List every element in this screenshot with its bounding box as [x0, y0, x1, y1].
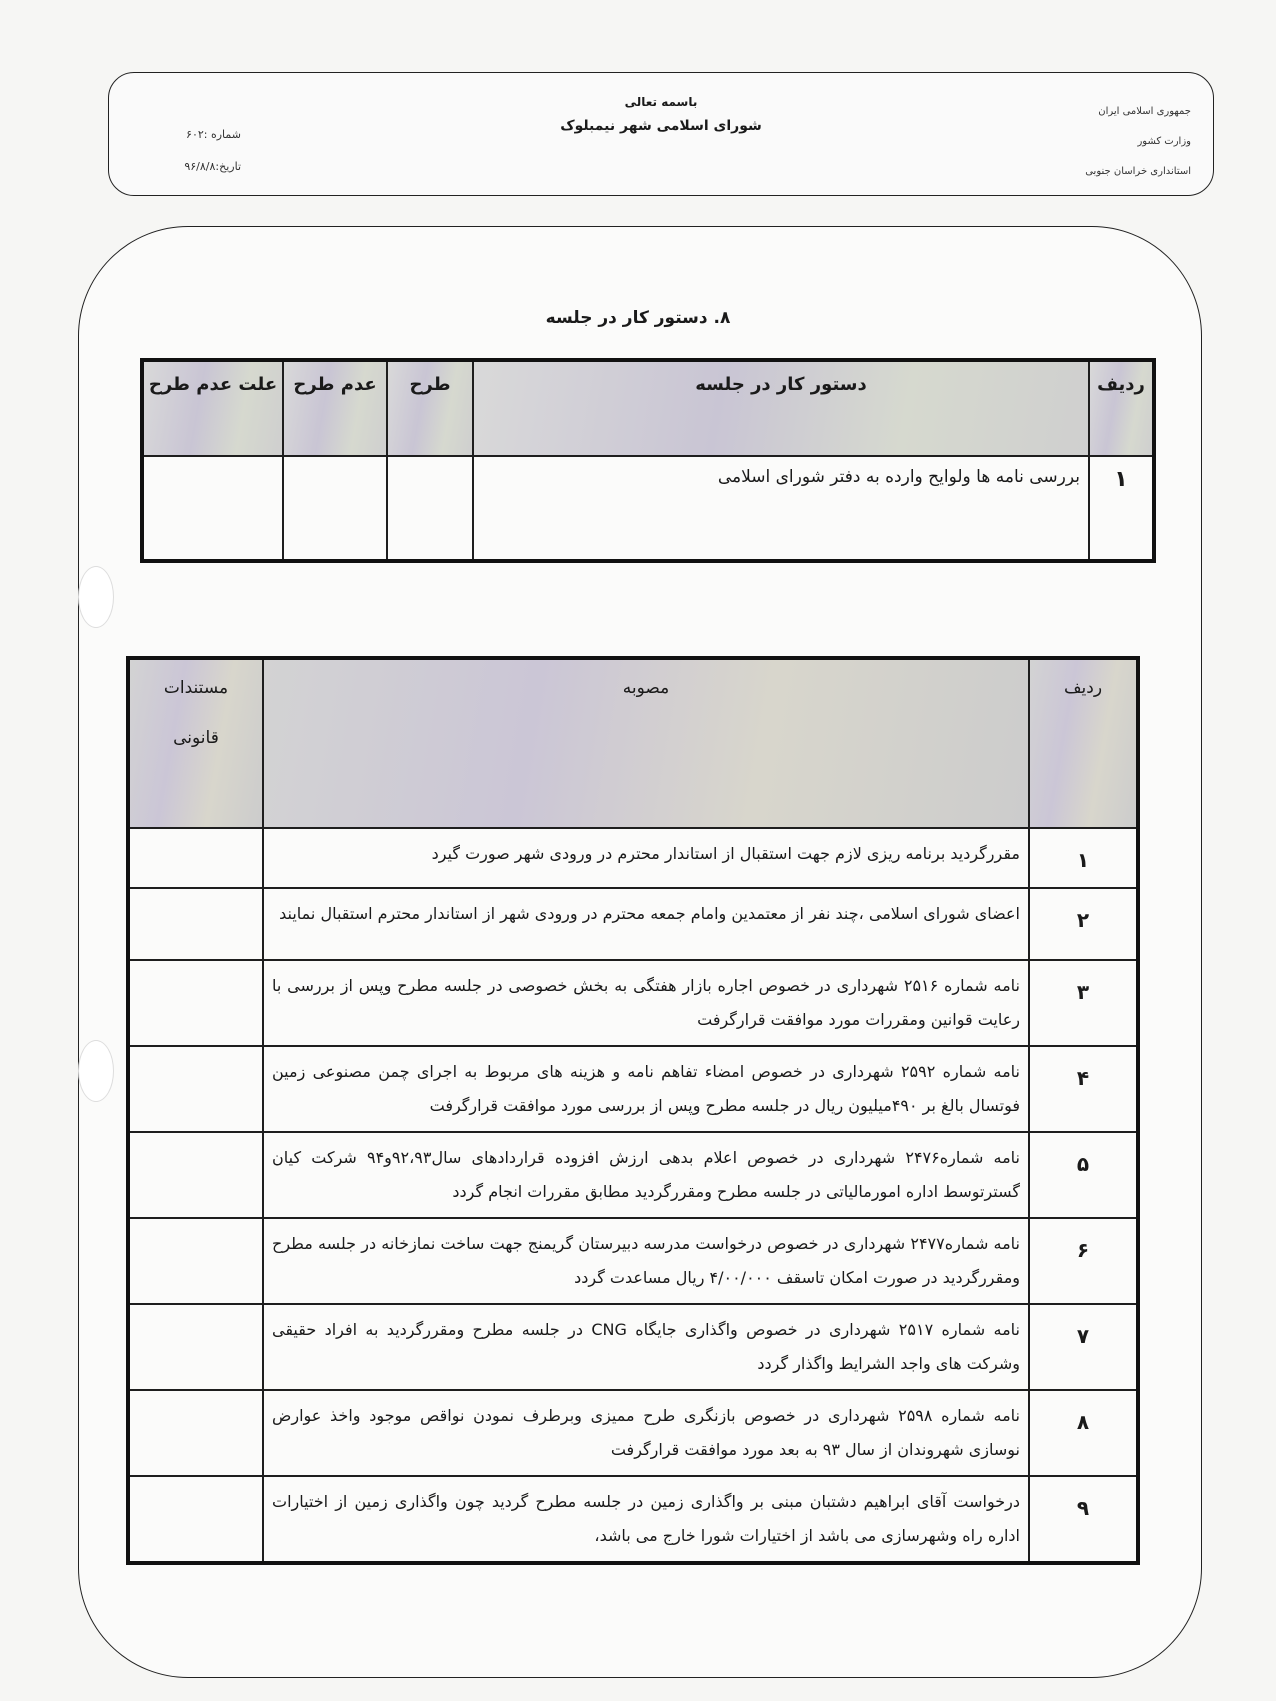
legal-basis-cell: [128, 1218, 263, 1304]
agenda-table: [140, 358, 1156, 563]
row-number: ۸: [1029, 1390, 1138, 1476]
table-row: [128, 1390, 1138, 1476]
table-row: [128, 888, 1138, 960]
letter-title-block: [109, 91, 1213, 139]
resolution-text: درخواست آقای ابراهیم دشتبان مبنی بر واگذاری زمین در جلسه مطرح گردید چون واگذاری زمین از اختیارات اداره راه وشهرسازی می باشد از اختیارات شورا خارج می باشد،: [263, 1476, 1029, 1563]
col-header-row-number: ردیف: [1029, 658, 1138, 828]
legal-basis-cell: [128, 828, 263, 888]
col-header-not-raised: عدم طرح: [283, 360, 387, 456]
legal-basis-cell: [128, 1476, 263, 1563]
invocation: باسمه تعالی: [624, 95, 698, 109]
resolution-text: نامه شماره۲۴۷۷ شهرداری در خصوص درخواست مدرسه دبیرستان گریمنج جهت ساخت نمازخانه در جلسه مطرح ومقررگردید در صورت امکان تاسقف ۴/۰۰/۰۰۰ ریال مساعدت گردد: [263, 1218, 1029, 1304]
legal-basis-line1: مستندات: [163, 678, 229, 698]
letterhead-box: [108, 72, 1214, 196]
punch-hole: [78, 566, 114, 628]
col-header-raised: طرح: [387, 360, 473, 456]
col-header-reason: علت عدم طرح: [142, 360, 283, 456]
legal-basis-cell: [128, 1304, 263, 1390]
table-row: [128, 960, 1138, 1046]
council-name: شورای اسلامی شهر نیمبلوک: [560, 118, 762, 134]
table-row: [128, 1304, 1138, 1390]
not-raised-cell: [283, 456, 387, 561]
table-row: [128, 1132, 1138, 1218]
raised-cell: [387, 456, 473, 561]
row-number: ۶: [1029, 1218, 1138, 1304]
row-number: ۳: [1029, 960, 1138, 1046]
letter-date: تاریخ:۹۶/۸/۸: [184, 160, 241, 173]
table-row: [128, 828, 1138, 888]
col-header-legal-basis: [128, 658, 263, 828]
col-header-resolution: مصوبه: [263, 658, 1029, 828]
letter-number: شماره :۶۰۲: [186, 128, 241, 141]
reason-cell: [142, 456, 283, 561]
row-number: ۲: [1029, 888, 1138, 960]
legal-basis-cell: [128, 1046, 263, 1132]
col-header-row-number: ردیف: [1089, 360, 1154, 456]
resolution-text: اعضای شورای اسلامی ،چند نفر از معتمدین وامام جمعه محترم در ورودی شهر از استاندار محترم استقبال نمایند: [263, 888, 1029, 960]
table-row: [128, 1476, 1138, 1563]
legal-basis-cell: [128, 1390, 263, 1476]
agenda-item: بررسی نامه ها ولوایح وارده به دفتر شورای اسلامی: [473, 456, 1089, 561]
legal-basis-cell: [128, 960, 263, 1046]
legal-basis-cell: [128, 888, 263, 960]
section-title: ۸. دستور کار در جلسه: [545, 308, 731, 328]
legal-basis-line2: قانونی: [173, 728, 219, 748]
table-header-row: [128, 658, 1138, 828]
table-header-row: [142, 360, 1154, 456]
issuer-line: استانداری خراسان جنوبی: [1085, 166, 1191, 177]
col-header-agenda: دستور کار در جلسه: [473, 360, 1089, 456]
resolution-text: نامه شماره ۲۵۹۸ شهرداری در خصوص بازنگری طرح ممیزی وبرطرف نمودن نواقص موجود واخذ عوارض نوسازی شهروندان از سال ۹۳ به بعد مورد موافقت قرارگرفت: [263, 1390, 1029, 1476]
resolution-text: مقررگردید برنامه ریزی لازم جهت استقبال از استاندار محترم در ورودی شهر صورت گیرد: [263, 828, 1029, 888]
resolution-text: نامه شماره ۲۵۱۶ شهرداری در خصوص اجاره بازار هفتگی به بخش خصوصی در جلسه مطرح وپس از بررسی با رعایت قوانین ومقررات مورد موافقت قرارگرفت: [263, 960, 1029, 1046]
resolution-text: نامه شماره۲۴۷۶ شهرداری در خصوص اعلام بدهی ارزش افزوده قراردادهای سال۹۲،۹۳و۹۴ شرکت کیان گسترتوسط اداره امورمالیاتی در جلسه مطرح ومقررگردید مطابق مقررات انجام گردد: [263, 1132, 1029, 1218]
row-number: ۱: [1089, 456, 1154, 561]
table-row: [128, 1046, 1138, 1132]
resolution-text: نامه شماره ۲۵۱۷ شهرداری در خصوص واگذاری جایگاه CNG در جلسه مطرح ومقررگردید به افراد حقیقی وشرکت های واجد الشرایط واگذار گردد: [263, 1304, 1029, 1390]
table-row: [128, 1218, 1138, 1304]
row-number: ۵: [1029, 1132, 1138, 1218]
resolution-text: نامه شماره ۲۵۹۲ شهرداری در خصوص امضاء تفاهم نامه و هزینه های مربوط به اجرای چمن مصنوعی زمین فوتسال بالغ بر ۴۹۰میلیون ریال در جلسه مطرح وپس از بررسی مورد موافقت قرارگرفت: [263, 1046, 1029, 1132]
resolutions-table: [126, 656, 1140, 1565]
row-number: ۷: [1029, 1304, 1138, 1390]
row-number: ۹: [1029, 1476, 1138, 1563]
table-row: [142, 456, 1154, 561]
punch-hole: [78, 1040, 114, 1102]
issuer-line: جمهوری اسلامی ایران: [1098, 106, 1191, 117]
row-number: ۱: [1029, 828, 1138, 888]
row-number: ۴: [1029, 1046, 1138, 1132]
legal-basis-cell: [128, 1132, 263, 1218]
issuer-line: وزارت کشور: [1137, 136, 1191, 147]
reference-block: [131, 119, 241, 183]
